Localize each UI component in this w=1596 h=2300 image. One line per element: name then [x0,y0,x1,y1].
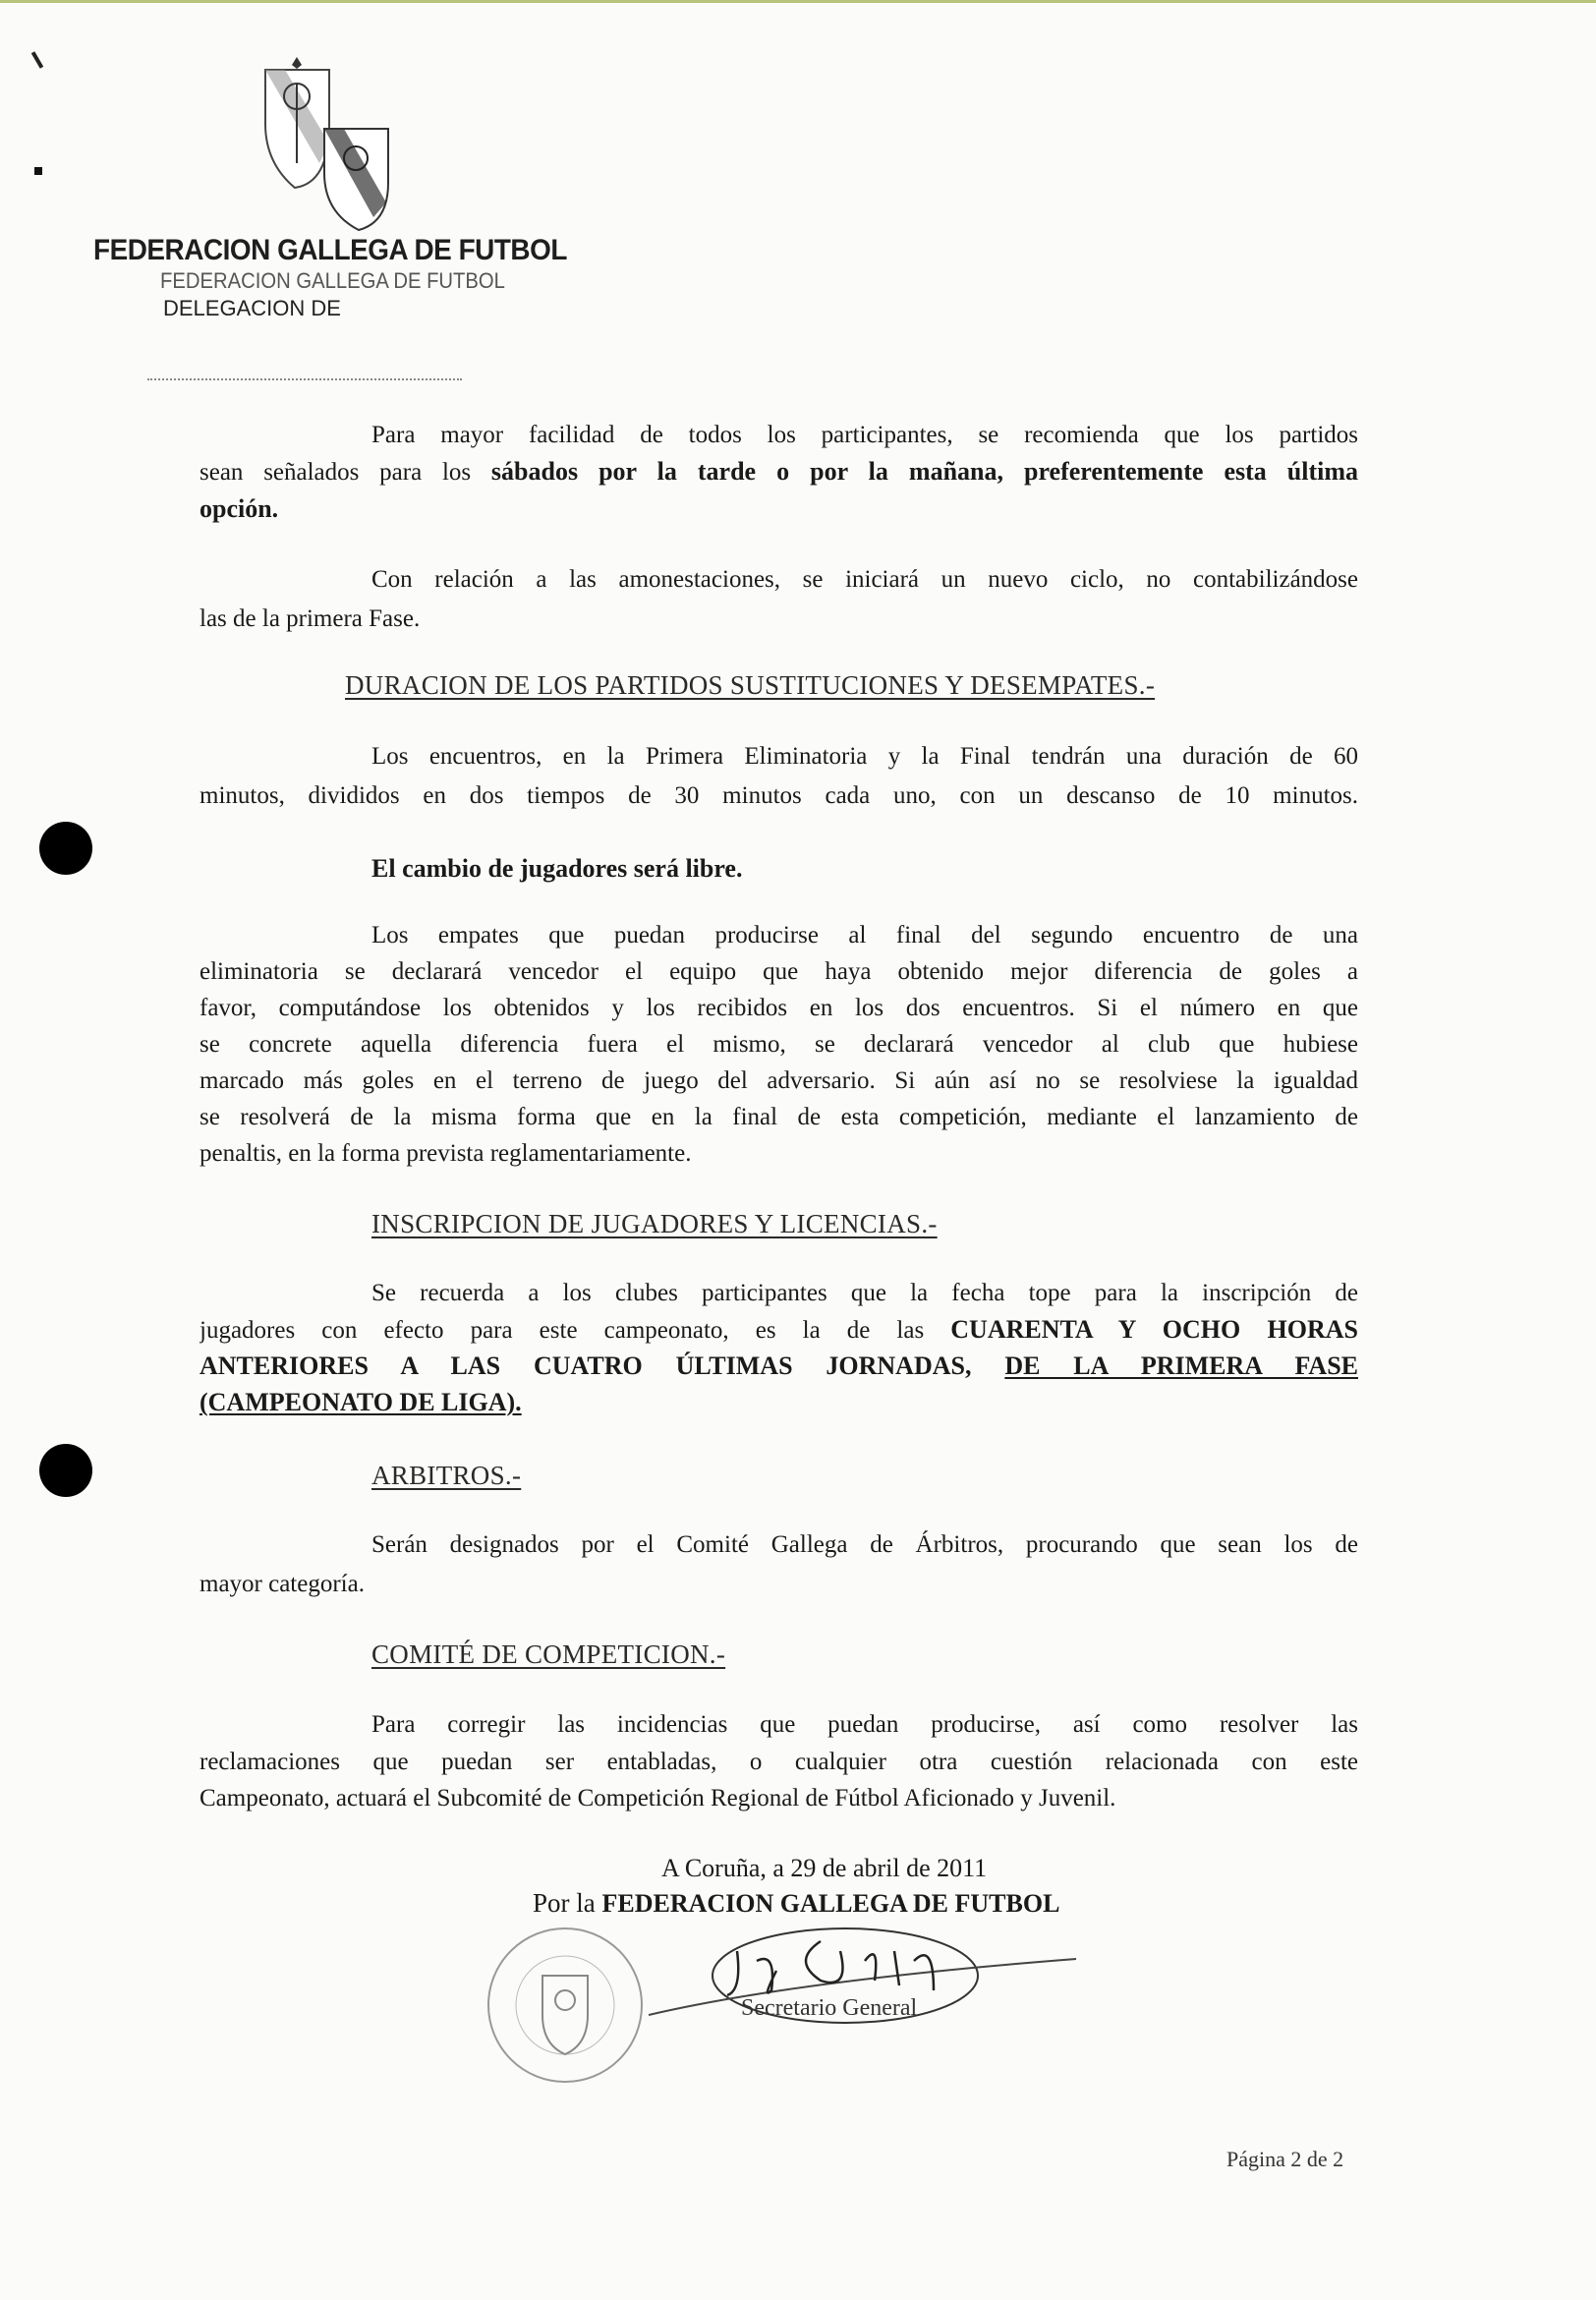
paragraph-line: las de la primera Fase. [200,605,421,632]
paragraph-line [371,854,1358,886]
paragraph-line: eliminatoria se declarará vencedor el equipo que haya obtenido mejor diferencia de goles a [200,958,1358,985]
bold-underlined-text: (CAMPEONATO DE LIGA). [200,1388,522,1416]
scan-speck [34,167,42,175]
federation-seal [482,1922,649,2089]
section-heading-inscripcion: INSCRIPCION DE JUGADORES Y LICENCIAS.- [371,1209,938,1238]
signature [649,1922,1091,2040]
header-org-name: FEDERACION GALLEGA DE FUTBOL [93,234,567,266]
paragraph-line [200,457,1358,489]
section-heading-comite: COMITÉ DE COMPETICION.- [371,1639,726,1669]
dotted-line [147,378,462,380]
paragraph-line: Con relación a las amonestaciones, se iniciará un nuevo ciclo, no contabilizándose [371,566,1358,593]
section-heading-arbitros: ARBITROS.- [371,1461,522,1490]
bold-text: opción. [200,494,279,523]
scan-speck [31,51,43,69]
bold-text: FEDERACION GALLEGA DE FUTBOL [601,1889,1060,1918]
paragraph-line: Serán designados por el Comité Gallega de Árbitros, procurando que sean los de [371,1531,1358,1558]
punch-hole [39,1444,92,1497]
place-date: A Coruña, a 29 de abril de 2011 [661,1854,988,1882]
paragraph-line: favor, computándose los obtenidos y los recibidos en los dos encuentros. Si el número en que [200,995,1358,1021]
bold-text: El cambio de jugadores será libre. [371,854,743,883]
text: Por la [533,1888,602,1918]
paragraph-line: Campeonato, actuará el Subcomité de Competición Regional de Fútbol Aficionado y Juvenil. [200,1785,1116,1811]
paragraph-line [200,494,1358,526]
paragraph-line: se resolverá de la misma forma que en la final de esta competición, mediante el lanzamiento de [200,1104,1358,1130]
paragraph-line [200,1351,1358,1383]
paragraph-line: se concrete aquella diferencia fuera el mismo, se declarará vencedor al club que hubiese [200,1031,1358,1058]
page-number: Página 2 de 2 [1226,2147,1344,2171]
bold-text: ANTERIORES A LAS CUATRO ÚLTIMAS JORNADAS, [200,1351,1005,1380]
bold-text: CUARENTA Y OCHO HORAS [950,1315,1358,1344]
text: jugadores con efecto para este campeonato, es la de las [200,1317,951,1344]
paragraph-line: mayor categoría. [200,1571,365,1597]
paragraph-line: Se recuerda a los clubes participantes que la fecha tope para la inscripción de [371,1280,1358,1306]
header-stamp-org-name: FEDERACION GALLEGA DE FUTBOL [160,268,505,293]
punch-hole [39,822,92,875]
paragraph-line [200,1315,1358,1347]
bold-text: sábados por la tarde o por la mañana, preferentemente esta última [490,457,1358,486]
section-heading-duracion: DURACION DE LOS PARTIDOS SUSTITUCIONES Y DESEMPATES.- [345,670,1156,700]
paragraph-line: Para mayor facilidad de todos los participantes, se recomienda que los partidos [371,422,1358,448]
bold-underlined-text: DE LA PRIMERA FASE [1004,1351,1358,1380]
federation-shield-logo [260,55,418,232]
paragraph-line: Para corregir las incidencias que puedan producirse, así como resolver las [371,1711,1358,1738]
paragraph-line [200,1388,1358,1419]
header-delegation: DELEGACION DE [163,296,341,320]
signature-org-line [533,1888,1059,1919]
text: sean señalados para los [200,459,491,486]
signer-title: Secretario General [741,1995,918,2021]
scan-edge [0,0,1596,3]
paragraph-line: Los empates que puedan producirse al final del segundo encuentro de una [371,922,1358,949]
paragraph-line: penaltis, en la forma prevista reglamentariamente. [200,1140,692,1167]
paragraph-line: marcado más goles en el terreno de juego del adversario. Si aún así no se resolviese la igualdad [200,1067,1358,1094]
paragraph-line: Los encuentros, en la Primera Eliminatoria y la Final tendrán una duración de 60 [371,743,1358,770]
paragraph-line: reclamaciones que puedan ser entabladas, o cualquier otra cuestión relacionada con este [200,1749,1358,1775]
paragraph-line: minutos, divididos en dos tiempos de 30 minutos cada uno, con un descanso de 10 minutos. [200,782,1358,809]
